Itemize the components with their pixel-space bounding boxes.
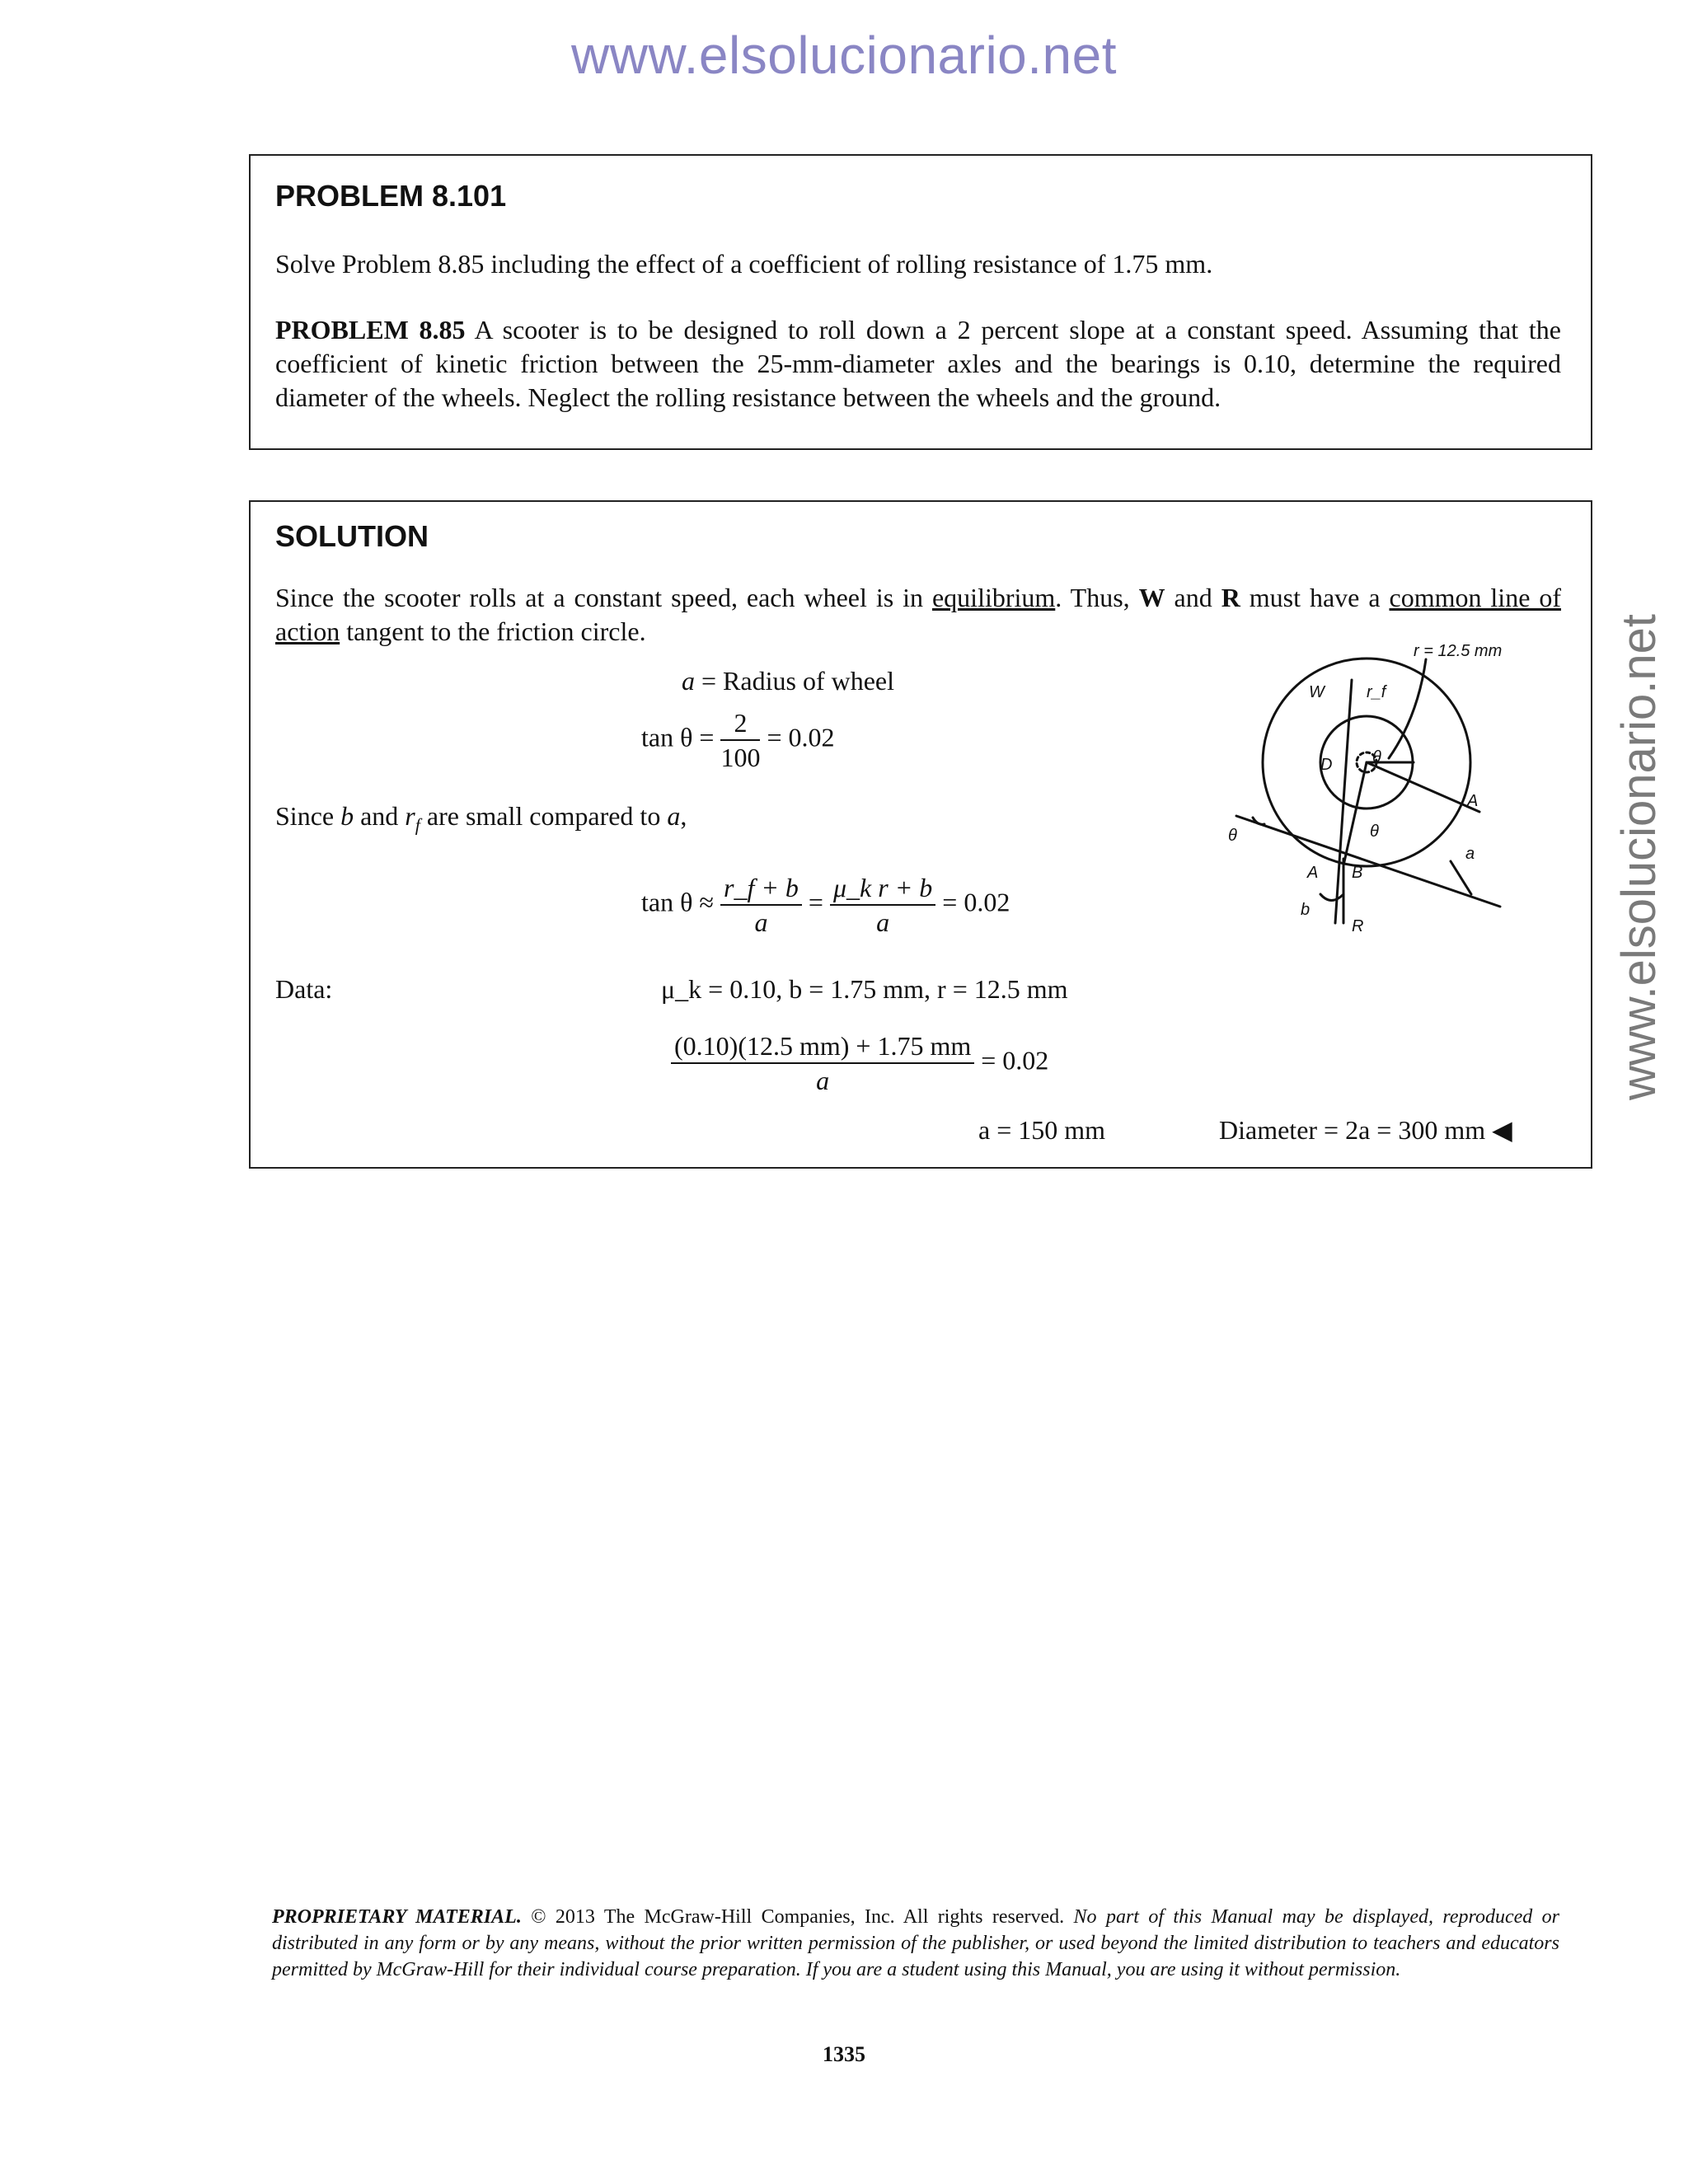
variable-a: a <box>682 666 695 696</box>
label-a-point: A <box>1307 864 1319 882</box>
normal-line <box>1343 762 1367 865</box>
data-label: Data: <box>275 974 333 1004</box>
intro-bold-w: W <box>1138 583 1165 612</box>
solution-heading: SOLUTION <box>275 519 429 553</box>
equation-radius-text: = Radius of wheel <box>695 666 894 696</box>
fraction-numerator: 2 <box>720 706 760 741</box>
intro-text: must have a <box>1240 583 1390 612</box>
fraction <box>671 1029 974 1097</box>
equals-sign: = <box>808 887 823 917</box>
fraction-denominator: 100 <box>720 743 761 772</box>
intro-underline-line-of-action: common line of action <box>275 583 1562 646</box>
equation-lhs: tan θ = <box>641 722 715 752</box>
fraction-denominator: a <box>754 907 768 937</box>
problem-statement: Solve Problem 8.85 including the effect of a coefficient of rolling resistance of 1.75 mm. <box>275 249 1213 279</box>
footer-copyright: © 2013 The McGraw-Hill Companies, Inc. All rights reserved. <box>521 1906 1074 1928</box>
since-line <box>275 800 687 841</box>
fraction <box>720 706 760 774</box>
label-r-reaction: R <box>1352 917 1364 935</box>
label-w: W <box>1309 683 1325 701</box>
since-text: , <box>680 801 687 831</box>
intro-text: tangent to the friction circle. <box>340 616 646 646</box>
a-dimension <box>1451 861 1471 894</box>
since-text: Since <box>275 801 341 831</box>
equation-rhs: = 0.02 <box>767 722 835 752</box>
slope-line <box>1236 816 1500 907</box>
watermark-top[interactable]: www.elsolucionario.net <box>571 26 1117 85</box>
intro-bold-r: R <box>1221 583 1240 612</box>
label-d: D <box>1320 756 1333 774</box>
equation-rhs: = 0.02 <box>942 887 1010 917</box>
wheel-diagram <box>1228 643 1541 956</box>
label-b-offset: b <box>1301 901 1311 919</box>
watermark-side[interactable]: www.elsolucionario.net <box>1611 614 1666 1100</box>
intro-text: Since the scooter rolls at a constant speed, each wheel is in <box>275 583 932 612</box>
intro-text: . Thus, <box>1055 583 1139 612</box>
equation-tan-theta <box>641 706 835 774</box>
label-b-point: B <box>1352 864 1363 882</box>
referenced-problem <box>275 313 1561 415</box>
data-values: μ_k = 0.10, b = 1.75 mm, r = 12.5 mm <box>661 974 1068 1004</box>
label-a-radius: a <box>1465 845 1475 863</box>
since-text: and <box>354 801 406 831</box>
since-text: are small compared to <box>420 801 668 831</box>
variable-a: a <box>667 801 681 831</box>
label-theta-center: θ <box>1372 748 1381 766</box>
variable-b: b <box>340 801 354 831</box>
footer-notice <box>272 1904 1559 1983</box>
referenced-problem-text: A scooter is to be designed to roll down a 2 percent slope at a constant speed. Assuming that the coefficient of kinetic friction between the 25-mm-diameter axles and the bearings is 0.10, determine the required diameter of the wheels. Neglect the rolling resistance between the wheels and the ground. <box>275 315 1562 412</box>
intro-text: and <box>1165 583 1221 612</box>
b-arc <box>1320 894 1343 901</box>
variable-r: r <box>405 801 415 831</box>
fraction-numerator: (0.10)(12.5 mm) + 1.75 mm <box>671 1029 974 1064</box>
label-a-edge: A <box>1467 792 1479 810</box>
fraction <box>720 871 802 939</box>
label-r-12-5: r = 12.5 mm <box>1414 643 1503 660</box>
equation-lhs: tan θ ≈ <box>641 887 714 917</box>
equation-substitution <box>671 1029 1048 1097</box>
fraction-numerator: r_f + b <box>720 871 802 906</box>
fraction <box>830 871 935 939</box>
problem-heading: PROBLEM 8.101 <box>275 179 507 213</box>
fraction-denominator: a <box>816 1066 830 1095</box>
result-radius: a = 150 mm <box>978 1115 1106 1145</box>
fraction-numerator: μ_k r + b <box>830 871 935 906</box>
label-rf: r_f <box>1367 683 1386 701</box>
fraction-denominator: a <box>876 907 890 937</box>
intro-underline-equilibrium: equilibrium <box>931 583 1056 612</box>
footer-lead: PROPRIETARY MATERIAL. <box>272 1906 522 1928</box>
label-theta-left: θ <box>1228 827 1237 845</box>
subscript-f: f <box>415 814 420 836</box>
footer-notice-text: No part of this Manual may be displayed, reproduced or distributed in any form or by any means, without the prior written permission of the publisher, or used beyond the limited distribution to teachers and educators permitted by McGraw-Hill for their individual course preparation. If you are a student using this Manual, you are using it without permission. <box>272 1906 1559 1980</box>
label-theta-normal: θ <box>1370 823 1379 841</box>
referenced-problem-label: PROBLEM 8.85 <box>275 315 466 344</box>
equation-approx <box>641 871 1010 939</box>
solution-intro <box>275 581 1561 649</box>
page-number: 1335 <box>823 2042 865 2066</box>
equation-rhs: = 0.02 <box>981 1045 1049 1076</box>
equation-radius <box>682 665 894 696</box>
final-answer: Diameter = 2a = 300 mm ◀ <box>1219 1115 1512 1145</box>
problem-box <box>249 154 1592 450</box>
